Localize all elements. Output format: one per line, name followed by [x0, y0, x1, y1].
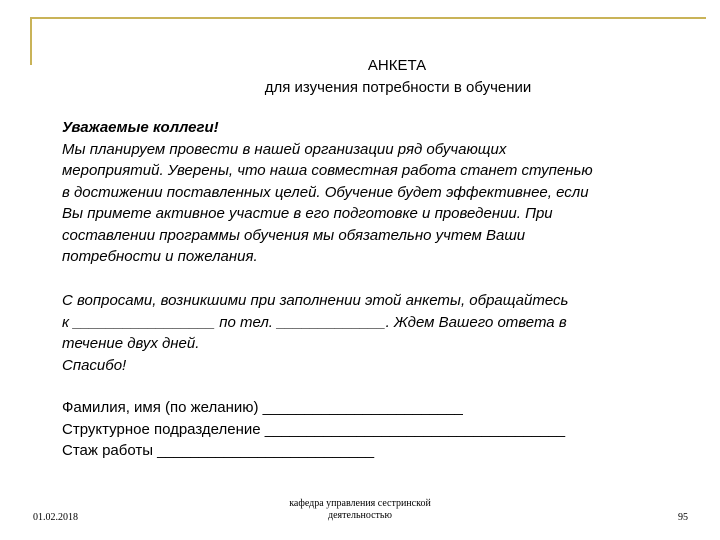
document-title: АНКЕТА	[367, 57, 427, 74]
intro-line: составлении программы обучения мы обязательно учтем Ваши	[62, 226, 526, 244]
thanks-text: Спасибо!	[62, 356, 127, 374]
intro-line: мероприятий. Уверены, что наша совместная работа станет ступенью	[62, 162, 593, 179]
footer-department-line: кафедра управления сестринской	[289, 498, 431, 509]
footer-date: 01.02.2018	[33, 512, 78, 523]
department-field[interactable]: Структурное подразделение ____________________________________	[62, 420, 566, 438]
intro-line: в достижении поставленных целей. Обучение будет эффективнее, если	[62, 183, 589, 201]
footer-department	[240, 498, 480, 522]
frame-top-line	[30, 17, 706, 19]
intro-line: Мы планируем провести в нашей организации ряд обучающих	[62, 140, 507, 158]
intro-line: потребности и пожелания.	[62, 248, 258, 265]
intro-line: Вы примете активное участие в его подготовке и проведении. При	[62, 205, 553, 222]
page-number: 95	[678, 512, 688, 523]
document-subtitle: для изучения потребности в обучении	[264, 79, 532, 96]
name-field[interactable]: Фамилия, имя (по желанию) ________________________	[62, 399, 463, 416]
experience-field[interactable]: Стаж работы __________________________	[62, 442, 375, 459]
contact-line: С вопросами, возникшими при заполнении этой анкеты, обращайтесь	[62, 292, 569, 309]
frame-left-line	[30, 17, 32, 65]
intro-paragraph	[62, 117, 712, 268]
footer-department-line: деятельностью	[328, 510, 392, 521]
greeting: Уважаемые коллеги!	[62, 119, 219, 136]
contact-line: к _________________ по тел. _____________. Ждем Вашего ответа в	[62, 313, 567, 331]
contact-paragraph	[62, 290, 712, 376]
form-fields	[62, 397, 712, 462]
contact-line: течение двух дней.	[62, 335, 200, 352]
